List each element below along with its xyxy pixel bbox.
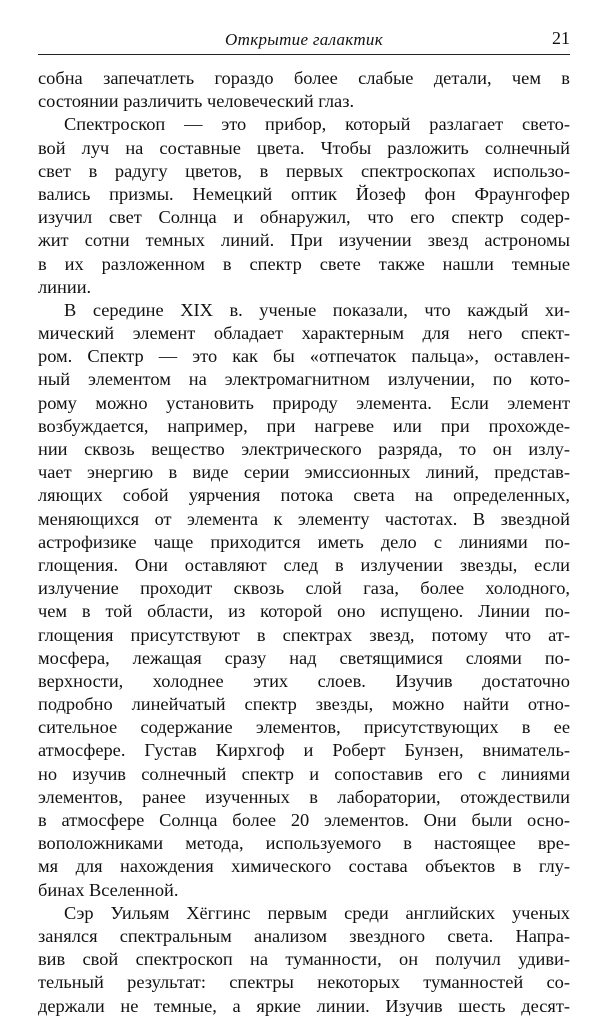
text-line: верхности, холоднее этих слоев. Изучив достаточно (38, 670, 570, 691)
text-line: мосфера, лежащая сразу над светящимися слоями по- (38, 647, 570, 668)
text-line: сительное содержание элементов, присутствующих в ее (38, 717, 570, 738)
text-line: меняющихся от элемента к элементу частотах. В звездной (38, 508, 570, 529)
text-line: бинах Вселенной. (38, 879, 179, 900)
text-line: глощения присутствуют в спектрах звезд, потому что ат- (38, 624, 570, 645)
text-line: ляющих собой уярчения потока света на определенных, (38, 485, 570, 506)
body-text (38, 67, 570, 1018)
text-line: мический элемент обладает характерным для него спект- (38, 323, 570, 344)
text-line: в их разложенном в спектр свете также нашли темные (38, 253, 570, 274)
page-number: 21 (552, 28, 570, 48)
text-line: нии сквозь вещество электрического разряда, то он излу- (38, 439, 570, 459)
text-line: мя для нахождения химического состава объектов в глу- (38, 856, 570, 877)
text-line: Спектроскоп — это прибор, который разлагает свето- (64, 114, 570, 135)
text-line: в атмосфере Солнца более 20 элементов. Они были осно- (38, 810, 570, 830)
text-line: собна запечатлеть гораздо более слабые детали, чем в (38, 68, 570, 88)
text-line: вой луч на составные цвета. Чтобы разложить солнечный (38, 137, 570, 158)
text-line: но изучив солнечный спектр и сопоставив его с линиями (38, 763, 570, 784)
text-line: чем в той области, из которой оно испущено. Линии по- (38, 601, 570, 622)
book-page (38, 28, 570, 1018)
text-line: линии. (38, 276, 92, 297)
paragraph (38, 67, 570, 113)
text-line: излучение проходит сквозь слой газа, более холодного, (38, 578, 570, 599)
header-rule (38, 54, 570, 55)
paragraph (38, 113, 570, 299)
text-line: подробно линейчатый спектр звезды, можно найти отно- (38, 694, 570, 715)
text-line: держали не темные, а яркие линии. Изучив шесть десят- (38, 995, 570, 1016)
running-title: Открытие галактик (225, 30, 383, 49)
text-line: рому можно установить природу элемента. Если элемент (38, 392, 570, 413)
text-line: В середине XIX в. ученые показали, что каждый хи- (64, 299, 570, 320)
text-line: жит сотни темных линий. При изучении звезд астрономы (38, 230, 570, 251)
text-line: чает энергию в виде серии эмиссионных линий, представ- (38, 462, 570, 483)
text-line: вались призмы. Немецкий оптик Йозеф фон Фраунгофер (38, 183, 570, 204)
text-line: ром. Спектр — это как бы «отпечаток пальца», оставлен- (38, 346, 570, 367)
text-line: возбуждается, например, при нагреве или при прохожде- (38, 415, 570, 436)
paragraph (38, 902, 570, 1018)
text-line: тельный результат: спектры некоторых туманностей со- (38, 972, 570, 993)
running-head (38, 28, 570, 52)
text-line: элементов, ранее изученных в лаборатории, отождествили (38, 786, 570, 807)
text-line: вив свой спектроскоп на туманности, он получил удиви- (38, 949, 570, 970)
text-line: Сэр Уильям Хёггинс первым среди английских ученых (64, 902, 570, 923)
text-line: глощения. Они оставляют след в излучении звезды, если (38, 554, 570, 575)
text-line: воположниками метода, используемого в настоящее вре- (38, 833, 570, 854)
text-line: свет в радугу цветов, в первых спектроскопах использо- (38, 160, 570, 181)
text-line: занялся спектральным анализом звездного света. Напра- (38, 925, 570, 946)
text-line: ный элементом на электромагнитном излучении, по кото- (38, 369, 570, 390)
text-line: атмосфере. Густав Кирхгоф и Роберт Бунзен, вниматель- (38, 740, 570, 761)
text-line: астрофизике чаще приходится иметь дело с линиями по- (38, 531, 570, 552)
paragraph (38, 299, 570, 902)
text-line: изучил свет Солнца и обнаружил, что его спектр содер- (38, 207, 570, 228)
text-line: состоянии различить человеческий глаз. (38, 91, 355, 112)
